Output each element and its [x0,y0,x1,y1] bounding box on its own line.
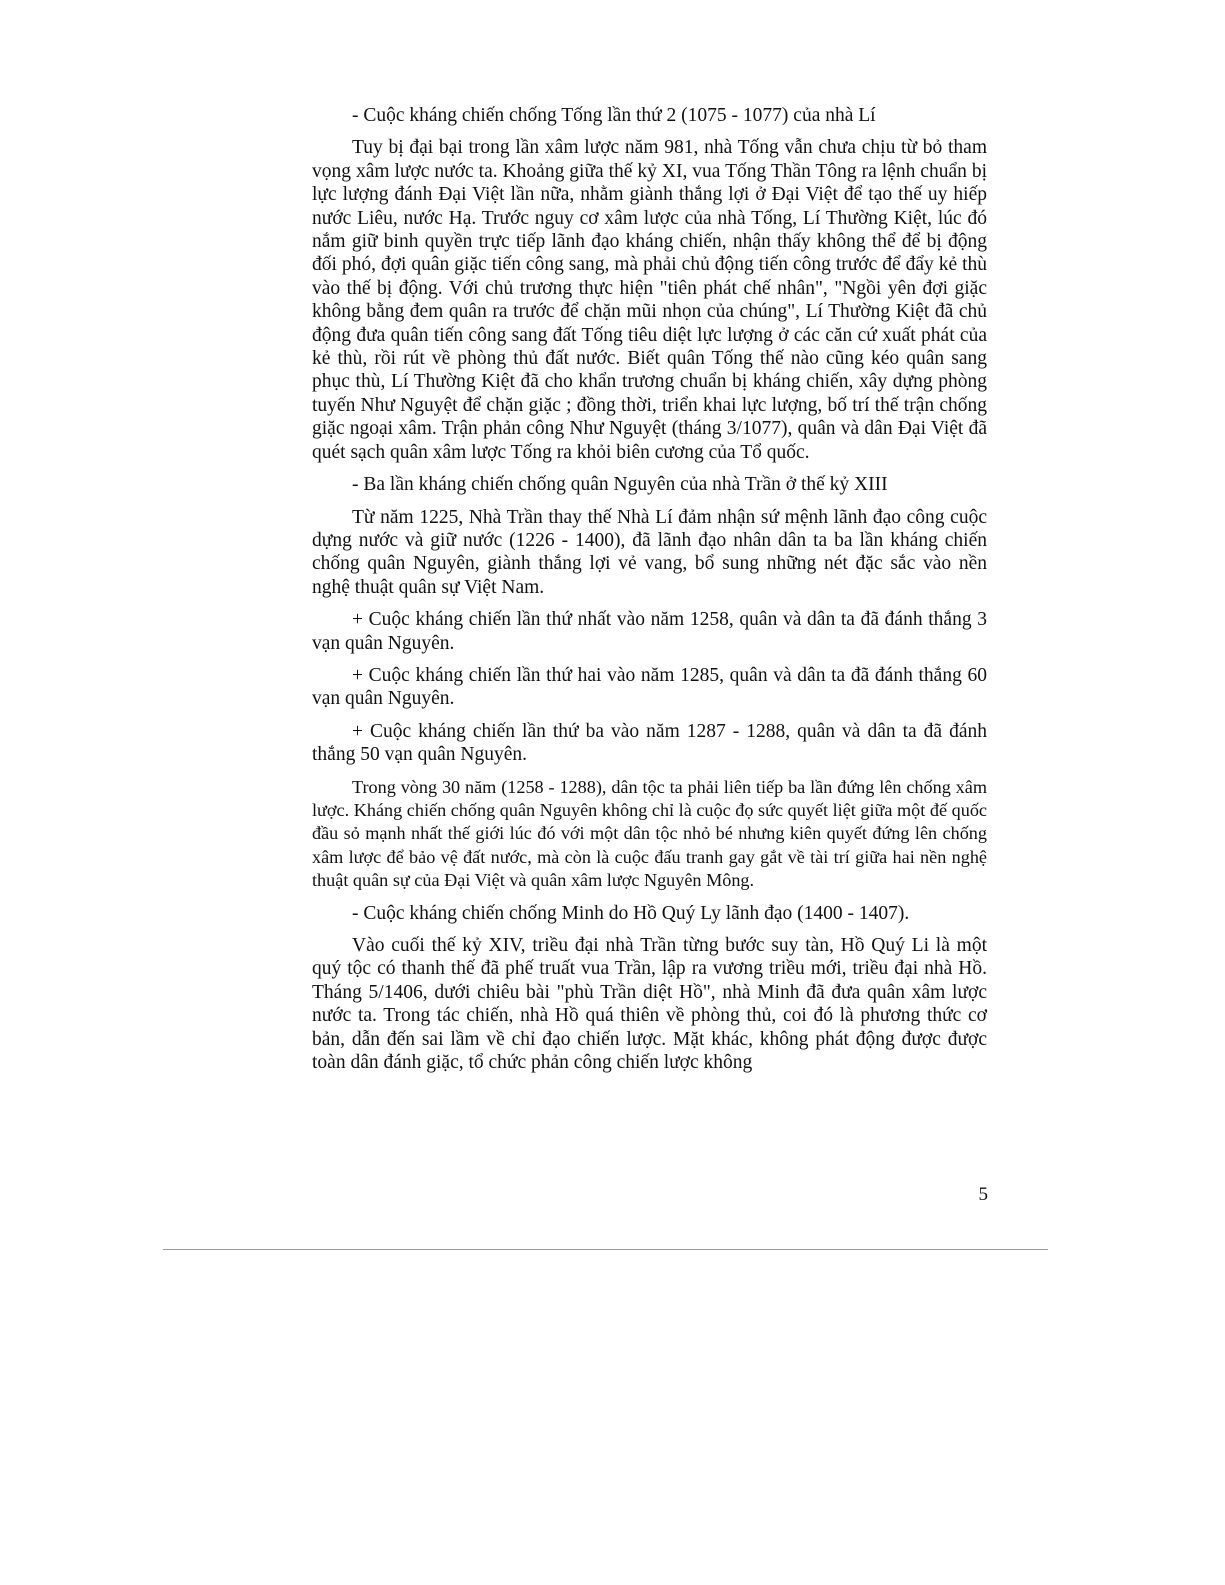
paragraph-second-resistance: + Cuộc kháng chiến lần thứ hai vào năm 1285, quân và dân ta đã đánh thắng 60 vạn quân Nguyên. [312,664,987,710]
section-heading-tong-war: - Cuộc kháng chiến chống Tống lần thứ 2 (1075 - 1077) của nhà Lí [352,105,876,126]
page-divider [163,1249,1048,1250]
paragraph-third-resistance: + Cuộc kháng chiến lần thứ ba vào năm 1287 - 1288, quân và dân ta đã đánh thắng 50 vạn quân Nguyên. [312,720,987,766]
paragraph-ho-dynasty: Vào cuối thế kỷ XIV, triều đại nhà Trần từng bước suy tàn, Hồ Quý Li là một quý tộc có thanh thế đã phế truất vua Trần, lập ra vương triều mới, triều đại nhà Hồ. Tháng 5/1406, dưới chiêu bài "phù Trần diệt Hồ", nhà Minh đã đưa quân xâm lược nước ta. Trong tác chiến, nhà Hồ quá thiên về phòng thủ, coi đó là phương thức cơ bản, dẫn đến sai lầm về chỉ đạo chiến lược. Mặt khác, không phát động được được toàn dân đánh giặc, tổ chức phản công chiến lược không [312,935,987,1074]
paragraph-tran-dynasty: Từ năm 1225, Nhà Trần thay thế Nhà Lí đảm nhận sứ mệnh lãnh đạo công cuộc dựng nước và giữ nước (1226 - 1400), đã lãnh đạo nhân dân ta ba lần kháng chiến chống quân Nguyên, giành thắng lợi vẻ vang, bổ sung những nét đặc sắc vào nền nghệ thuật quân sự Việt Nam. [312,506,987,598]
document-page [312,104,987,1083]
paragraph-first-resistance: + Cuộc kháng chiến lần thứ nhất vào năm 1258, quân và dân ta đã đánh thắng 3 vạn quân Nguyên. [312,609,987,654]
section-heading-minh-war: - Cuộc kháng chiến chống Minh do Hồ Quý Ly lãnh đạo (1400 - 1407). [352,902,910,924]
paragraph-thirty-years: Trong vòng 30 năm (1258 - 1288), dân tộc ta phải liên tiếp ba lần đứng lên chống xâm lược. Kháng chiến chống quân Nguyên không chỉ là cuộc đọ sức quyết liệt giữa một đế quốc đầu sỏ mạnh nhất thế giới lúc đó với một dân tộc nhỏ bé nhưng kiên quyết đứng lên chống xâm lược để bảo vệ đất nước, mà còn là cuộc đấu tranh gay gắt về tài trí giữa hai nền nghệ thuật quân sự của Đại Việt và quân xâm lược Nguyên Mông. [312,776,987,891]
page-number: 5 [978,1184,988,1205]
section-heading-nguyen-wars: - Ba lần kháng chiến chống quân Nguyên của nhà Trần ở thế kỷ XIII [352,474,888,496]
paragraph-tong-war: Tuy bị đại bại trong lần xâm lược năm 981, nhà Tống vẫn chưa chịu từ bỏ tham vọng xâm lược nước ta. Khoảng giữa thế kỷ XI, vua Tống Thần Tông ra lệnh chuẩn bị lực lượng đánh Đại Việt lần nữa, nhằm giành thắng lợi ở Đại Việt để tạo thế uy hiếp nước Liêu, nước Hạ. Trước nguy cơ xâm lược của nhà Tống, Lí Thường Kiệt, lúc đó nắm giữ binh quyền trực tiếp lãnh đạo kháng chiến, nhận thấy không thể để bị động đối phó, đợi quân giặc tiến công sang, mà phải chủ động tiến công trước để đẩy kẻ thù vào thế bị động. Với chủ trương thực hiện "tiên phát chế nhân", "Ngồi yên đợi giặc không bằng đem quân ra trước để chặn mũi nhọn của chúng", Lí Thường Kiệt đã chủ động đưa quân tiến công sang đất Tống tiêu diệt lực lượng ở các căn cứ xuất phát của kẻ thù, rồi rút về phòng thủ đất nước. Biết quân Tống thế nào cũng kéo quân sang phục thù, Lí Thường Kiệt đã cho khẩn trương chuẩn bị kháng chiến, xây dựng phòng tuyến Như Nguyệt để chặn giặc ; đồng thời, triển khai lực lượng, bố trí thế trận chống giặc ngoại xâm. Trận phản công Như Nguyệt (tháng 3/1077), quân và dân Đại Việt đã quét sạch quân xâm lược Tống ra khỏi biên cương của Tổ quốc. [312,137,987,463]
